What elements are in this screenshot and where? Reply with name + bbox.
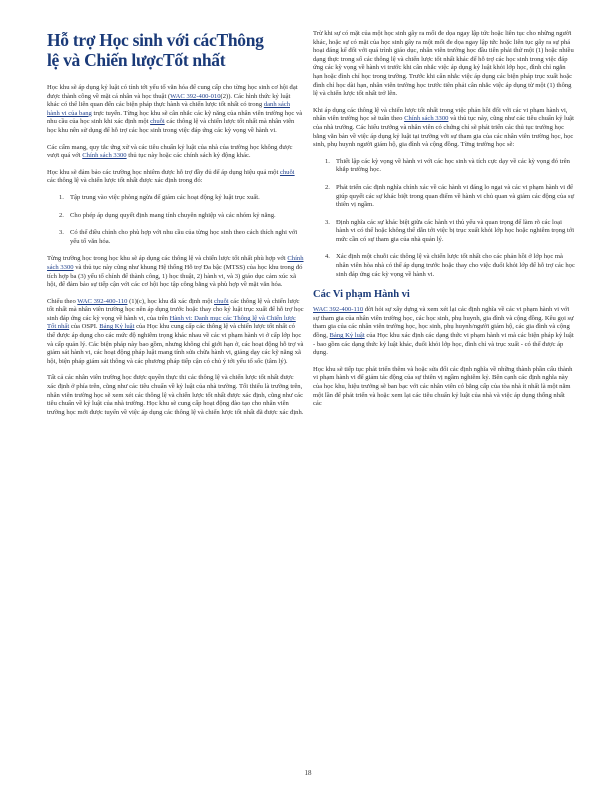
text: Từng trường học trong học khu sẽ áp dụng các thông lệ và chiến lược tốt nhất phù hợp với [47, 255, 286, 263]
paragraph [47, 169, 304, 186]
left-column [47, 30, 304, 425]
list-item [313, 253, 575, 279]
list-number: 2. [59, 211, 64, 219]
policy-3300-link[interactable]: Chính sách 3300 [404, 115, 449, 123]
list-item-text: Tập trung vào việc phòng ngừa để giảm các hoạt động kỷ luật trục xuất. [70, 193, 260, 201]
page-title [47, 30, 304, 70]
paragraph: Tất cả các nhân viên trường học được quyền thực thi các thông lệ và chiến lược tốt nhất được xác định ở phía trên, cũng như các tiêu chuẩn về kỷ luật của nhà trường. Tối thiểu là trường trên, nhân viên trường học sẽ xem xét các thông lệ và chiến lược tốt nhất được xác định, cũng như các tiêu chuẩn về kỷ luật của nhà trường. Học khu sẽ cung cấp hoạt động đào tạo cho nhân viên trường học mới được tuyển về việc áp dụng các thông lệ và chiến lược tốt nhất đã được xác định. [47, 374, 304, 416]
text: và thủ tục này, cũng như các tiêu chuẩn kỷ luật của nhà trường. Các hiểu trưởng và nhân viên có chứng chỉ sẽ phát triển các thủ tục trường học bằng văn bản về việc áp dụng kỷ luật tại trường với sự tham gia của các nhân viên trường học, học sinh, phụ huynh người giám hộ, gia đình và cộng đồng. Từng trường học sẽ: [313, 115, 574, 149]
numbered-list [47, 194, 304, 246]
right-column [313, 30, 575, 417]
wac-link[interactable]: WAC 392-400-010 [170, 92, 221, 100]
list-item [313, 219, 575, 245]
list-item [47, 194, 304, 203]
continuum-link[interactable]: chuỗi [214, 297, 229, 305]
continuum-link[interactable]: chuỗi [279, 168, 295, 176]
paragraph [47, 84, 304, 136]
discipline-matrix-link[interactable]: Bảng Kỷ luật [99, 323, 135, 331]
text: đời hỏi sự xây dựng và xem xét lại các định nghĩa về các vi phạm hành vi với sự tham gia của nhân viên trường học, các học sinh, phụ huynh, gia đình và cộng đồng. Kêu gọi sự tham gia của các nhân viên trường học, học sinh, phụ huynh/người giám hộ, các gia đình và cộng đồng, [313, 306, 574, 340]
list-item-text: Xác định một chuỗi các thông lệ và chiến lược tốt nhất cho các phản hồi ở lớp học mà nhân viên hòa nhà có thể áp dụng trước hoặc thay cho việc đuổi khỏi lớp để hỗ trợ các học sinh đáp ứng các kỳ vọng về hành vi. [336, 253, 575, 278]
paragraph [313, 306, 575, 358]
page-number: 18 [304, 769, 312, 777]
text: các thông lệ và chiến lược tốt nhất mà nhân viên học khu nên sử dụng để hỗ trợ các học sinh trong việc đáp ứng các kỳ vọng về hành vi. [47, 118, 295, 134]
policy-3300-link[interactable]: Chính sách 3300 [47, 255, 304, 271]
numbered-list [313, 158, 575, 280]
list-item [313, 184, 575, 210]
text: (2)). Các hình thức kỷ luật khác có thể liên quan đến các biện pháp thực hành và chiến lược tốt nhất có trong [47, 92, 291, 109]
list-item [313, 158, 575, 175]
text: Chiểu theo [47, 297, 76, 305]
text: các thông lệ và chiến lược tốt nhất mà nhân viên trường học nên áp dụng trước hoặc thay cho kỷ luật trục xuất để hỗ trợ học sinh đáp ứng các kỳ vọng về hành vi, của trên [47, 297, 304, 322]
wac-link[interactable]: WAC 392-400-110 [77, 297, 128, 305]
list-number: 3. [59, 229, 64, 237]
text: (1)(c), học khu đã xác định một [129, 297, 213, 305]
list-number: 1. [325, 157, 330, 165]
continuum-link[interactable]: chuỗi [150, 118, 165, 126]
list-item-text: Phát triển các định nghĩa chính xác về các hành vi đáng lo ngại và các vi phạm hành vi để giúp quyết các sự khác biệt trong quan điểm về hành vi chủ quan và giảm các động của sự thiên vị ngầm. [336, 183, 575, 209]
ospi-menu-link[interactable]: Hành vi: Danh mục các Thông lệ và Chiến lược Tốt nhất [47, 314, 296, 331]
paragraph [313, 107, 575, 150]
paragraph: Trừ khi sự có mặt của một học sinh gây ra mối đe dọa ngay lập tức hoặc liên tục cho những người khác, hoặc sự có mặt của học sinh gây ra một mối đe dọa ngay lập tức hoặc liên tục gây ra sự phá hoại đáng kể đối với quá trình giáo dục, nhân viên trường học đầu tiên phải thử một (1) hoặc nhiều dạng thực trong số các thông lệ và chiến lược tốt nhất khác để hỗ trợ các học sinh trong việc đáp ứng các kỳ vọng về hành vi trước khi cân nhắc việc áp dụng kỷ luật khỏi lớp học, đình chỉ ngắn hạn hoặc đình chỉ học trong trường. Trước khi cân nhắc việc áp dụng các biện pháp trục xuất hoặc đình chỉ học dài hạn, nhân viên trường học trước tiên phải cân nhắc việc áp dụng từ một (1) thông lệ và chiến lược tốt nhất trở lên. [313, 30, 574, 98]
list-item [47, 229, 304, 246]
text: các thông lệ và chiến lược tốt nhất được xác định trong đó: [47, 177, 203, 185]
paragraph [47, 255, 304, 289]
list-number: 1. [59, 193, 64, 201]
page-title-line-1: Hỗ trợ Học sinh với cácThông [47, 30, 264, 50]
list-item-text: Có thể điều chỉnh cho phù hợp với nhu cầu của từng học sinh theo cách thích nghi với yếu tố văn hóa. [70, 229, 298, 245]
list-number: 4. [325, 253, 330, 261]
list-item-text: Cho phép áp dụng quyết định mang tính chuyên nghiệp và các nhóm kỷ năng. [70, 211, 276, 219]
list-number: 2. [325, 183, 330, 191]
text: và thủ tục này cũng như khung Hệ thống Hỗ trợ Đa bậc (MTSS) của học khu trong đó tích hợp ba (3) yếu tố chính để thành công, 1) học thuật, 2) hành vi, và 3) giáo dục cảm xúc xã hội, để đảm bảo sự tiếp cận với các cơ hội học tập công bằng và phù hợp về mặt văn hóa. [47, 263, 303, 289]
text: của OSPI. [70, 323, 98, 331]
text: Khi áp dụng các thông lệ và chiến lược tốt nhất trong việc phản hồi đối với các vi phạm hành vi, nhân viên trường học sẽ tuân theo [313, 106, 568, 123]
text: của Học khu xác định các dạng thức vi phạm hành vi mà các biện pháp kỷ luật - bao gồm các dạng thức kỷ luật khác, đuổi khỏi lớp học, đình chỉ và trục xuất - có thể được áp dụng. [313, 332, 574, 357]
text: của Học khu cung cấp các thông lệ và chiến lược tốt nhất có thể được áp dụng cho các mức độ nghiêm trọng khác nhau về các vi phạm hành vi ở cấp lớp học và cấp quản lý. Các biện pháp này bao gồm, nhưng không chỉ giới hạn ở, các hoạt động hỗ trợ và giảm sát hành vi, các hoạt động pháp luật mang tính sửa chữa hành vi, giảng dạy các kỹ năng xã hội, biện pháp giám sát thông và các phương pháp tiếp cận có chủ ý tới yếu tố sốc (tâm lý). [47, 323, 304, 365]
text: trực tuyến. Từng học khu sẽ cân nhắc các kỹ năng của nhân viên trường học và nhu cầu của học sinh khi xác định một [47, 109, 303, 126]
list-number: 3. [325, 218, 330, 226]
text: Học khu sẽ đảm bảo các trường học nhiêm được hỗ trợ đầy đủ để áp dụng hiệu quả một [47, 168, 279, 176]
state-behavior-list-link[interactable]: danh sách hành vi của bang [47, 101, 290, 117]
paragraph [47, 144, 304, 161]
list-item-text: Định nghĩa các sự khác biệt giữa các hành vi thủ yếu và quan trọng để làm rõ các loại hành vi có thể hoặc không thể dẫn tới việc bị trục xuất khỏi lớp học hoặc nghiêm trọng tới mức cần có sự tham gia của nhà quản lý. [336, 218, 575, 243]
discipline-matrix-link[interactable]: Bảng Kỷ luật [329, 332, 365, 340]
text: thủ tục này hoặc các chính sách kỷ động khác. [128, 152, 251, 160]
section-heading: Các Vi phạm Hành vi [313, 289, 410, 301]
text: Học khu sẽ áp dụng kỷ luật có tính tới yếu tố văn hóa để cung cấp cho từng học sinh cơ hội đạt được thành công về mặt cá nhân và học thuật ( [47, 84, 298, 100]
wac-link[interactable]: WAC 392-400-110 [313, 306, 364, 314]
page-title-line-2: lệ và Chiến lượcTốt nhất [47, 50, 226, 70]
list-item [47, 212, 304, 221]
list-item-text: Thiết lập các kỳ vọng về hành vi với các học sinh và tích cực dạy về các kỳ vọng đó trên khắp trường học. [336, 157, 570, 174]
paragraph: Học khu sẽ tiếp tục phát triển thêm và hoặc sửa đổi các định nghĩa về những thành phần cấu thành vi phạm hành vi để giảm tác động của sự thiên vị ngầm nghiêm kỷ. Bên cạnh các định nghĩa này của học khu, hiệu trưởng sẽ ban bạc với các nhân viên có bằng cấp của tòa nhà ít nhất là một năm một lần để phát triển và hoặc xem lại các tiêu chuẩn kỷ luật của nhà và việc áp dụng thống nhất các [313, 365, 573, 408]
text: Các cấm mang, quy tắc ứng xử và các tiêu chuẩn kỷ luật của nhà của trường học không được vượt quá với [47, 143, 293, 160]
policy-3300-link[interactable]: Chính sách 3300 [82, 152, 127, 160]
paragraph [47, 298, 304, 367]
